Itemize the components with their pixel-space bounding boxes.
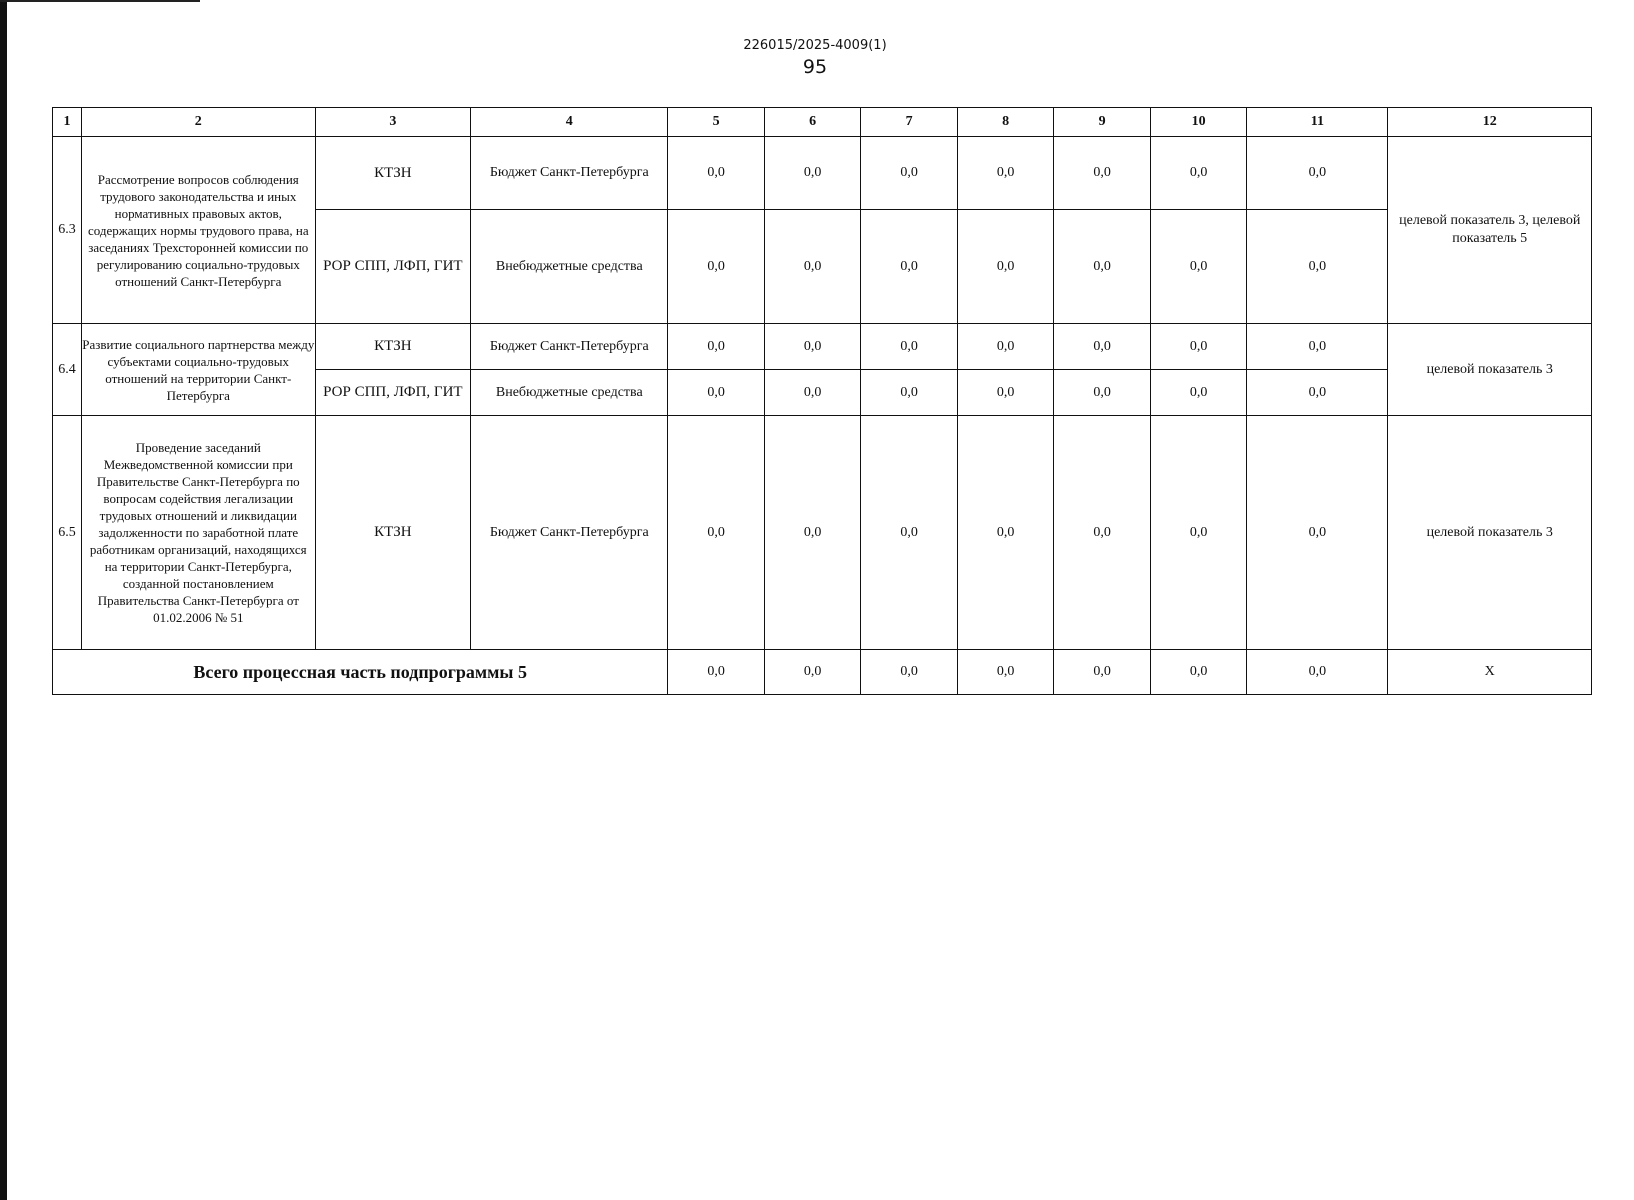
- executor: РОР СПП, ЛФП, ГИТ: [315, 370, 471, 416]
- value-cell: 0,0: [861, 324, 958, 370]
- value-cell: 0,0: [668, 324, 765, 370]
- target-indicator: целевой показатель 3, целевой показатель 5: [1388, 137, 1592, 324]
- subprogram-table: [52, 107, 1592, 695]
- value-cell: 0,0: [1150, 210, 1247, 324]
- row-number: 6.3: [53, 137, 82, 324]
- value-cell: 0,0: [764, 416, 861, 650]
- value-cell: 0,0: [1247, 370, 1388, 416]
- total-target: Х: [1388, 650, 1592, 695]
- executor: КТЗН: [315, 416, 471, 650]
- row-number: 6.5: [53, 416, 82, 650]
- value-cell: 0,0: [957, 416, 1054, 650]
- value-cell: 0,0: [668, 210, 765, 324]
- value-cell: 0,0: [1150, 324, 1247, 370]
- value-cell: 0,0: [957, 137, 1054, 210]
- value-cell: 0,0: [957, 370, 1054, 416]
- activity-description: Рассмотрение вопросов соблюдения трудового законодательства и иных нормативных правовых актов, содержащих нормы трудового права, на заседаниях Трехсторонней комиссии по регулированию социально-трудовых отношений Санкт-Петербурга: [82, 137, 315, 324]
- value-cell: 0,0: [1150, 416, 1247, 650]
- value-cell: 0,0: [764, 137, 861, 210]
- total-value: 0,0: [1150, 650, 1247, 695]
- col-header: 11: [1247, 108, 1388, 137]
- funding-source: Бюджет Санкт-Петербурга: [471, 324, 668, 370]
- value-cell: 0,0: [668, 370, 765, 416]
- col-header: 1: [53, 108, 82, 137]
- executor: КТЗН: [315, 137, 471, 210]
- col-header: 6: [764, 108, 861, 137]
- total-value: 0,0: [861, 650, 958, 695]
- scan-edge-top: [0, 0, 200, 2]
- funding-source: Внебюджетные средства: [471, 370, 668, 416]
- row-number: 6.4: [53, 324, 82, 416]
- value-cell: 0,0: [1247, 210, 1388, 324]
- total-value: 0,0: [1054, 650, 1151, 695]
- value-cell: 0,0: [668, 137, 765, 210]
- value-cell: 0,0: [764, 370, 861, 416]
- value-cell: 0,0: [1054, 324, 1151, 370]
- executor: РОР СПП, ЛФП, ГИТ: [315, 210, 471, 324]
- value-cell: 0,0: [861, 416, 958, 650]
- value-cell: 0,0: [1150, 137, 1247, 210]
- value-cell: 0,0: [1150, 370, 1247, 416]
- page-number: 95: [802, 56, 828, 78]
- value-cell: 0,0: [1054, 370, 1151, 416]
- value-cell: 0,0: [861, 137, 958, 210]
- value-cell: 0,0: [1247, 137, 1388, 210]
- col-header: 10: [1150, 108, 1247, 137]
- value-cell: 0,0: [1054, 137, 1151, 210]
- col-header: 5: [668, 108, 765, 137]
- value-cell: 0,0: [957, 324, 1054, 370]
- value-cell: 0,0: [1247, 324, 1388, 370]
- col-header: 7: [861, 108, 958, 137]
- document-id: 226015/2025-4009(1): [743, 38, 887, 53]
- target-indicator: целевой показатель 3: [1388, 416, 1592, 650]
- activity-description: Развитие социального партнерства между субъектами социально-трудовых отношений на территории Санкт-Петербурга: [82, 324, 315, 416]
- value-cell: 0,0: [668, 416, 765, 650]
- total-label: Всего процессная часть подпрограммы 5: [53, 650, 668, 695]
- total-value: 0,0: [957, 650, 1054, 695]
- col-header: 12: [1388, 108, 1592, 137]
- value-cell: 0,0: [1054, 416, 1151, 650]
- value-cell: 0,0: [957, 210, 1054, 324]
- value-cell: 0,0: [861, 210, 958, 324]
- value-cell: 0,0: [764, 324, 861, 370]
- funding-source: Бюджет Санкт-Петербурга: [471, 416, 668, 650]
- col-header: 4: [471, 108, 668, 137]
- total-row: [53, 650, 1592, 695]
- column-number-row: [53, 108, 1592, 137]
- activity-description: Проведение заседаний Межведомственной комиссии при Правительстве Санкт-Петербурга по вопросам содействия легализации трудовых отношений и ликвидации задолженности по заработной плате работникам организаций, находящихся на территории Санкт-Петербурга, созданной постановлением Правительства Санкт-Петербурга от 01.02.2006 № 51: [82, 416, 315, 650]
- col-header: 3: [315, 108, 471, 137]
- col-header: 9: [1054, 108, 1151, 137]
- total-value: 0,0: [1247, 650, 1388, 695]
- table-row: [53, 137, 1592, 210]
- total-value: 0,0: [764, 650, 861, 695]
- funding-source: Внебюджетные средства: [471, 210, 668, 324]
- value-cell: 0,0: [1247, 416, 1388, 650]
- target-indicator: целевой показатель 3: [1388, 324, 1592, 416]
- value-cell: 0,0: [764, 210, 861, 324]
- funding-source: Бюджет Санкт-Петербурга: [471, 137, 668, 210]
- col-header: 8: [957, 108, 1054, 137]
- scan-edge-left: [0, 0, 7, 1200]
- table-row: [53, 324, 1592, 370]
- total-value: 0,0: [668, 650, 765, 695]
- table-row: [53, 416, 1592, 650]
- executor: КТЗН: [315, 324, 471, 370]
- value-cell: 0,0: [1054, 210, 1151, 324]
- value-cell: 0,0: [861, 370, 958, 416]
- col-header: 2: [82, 108, 315, 137]
